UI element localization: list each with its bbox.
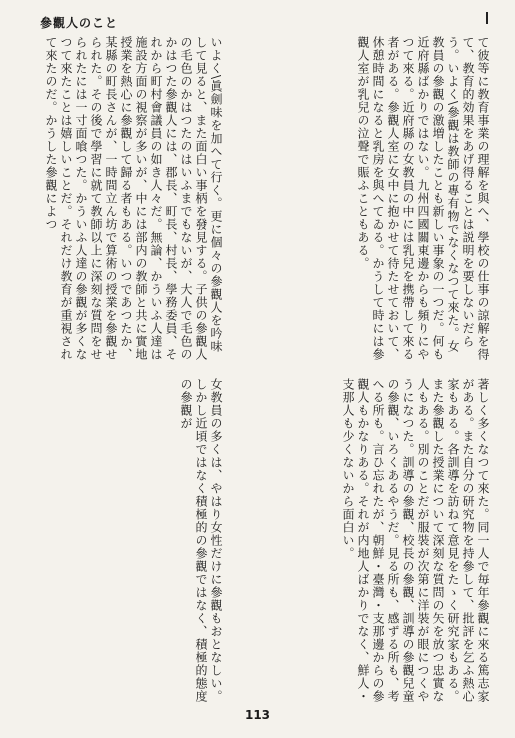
text-block-bottom-left: 女教員の多くは、やはり女性だけに參觀もおとなしい。しかし近頃ではなく積極的の參觀ではなく、積極的態度の參觀が	[179, 378, 223, 703]
running-header: 參觀人のこと	[40, 16, 119, 30]
text-block-bottom-right: 著しく多くなつて來た。同一人で毎年參觀に來る篤志家がある。また自分の研究物を持參して、批評を乞ふ熱心家もある。各訓導を訪ねて意見をたゝく研究家もある。また參觀した授業について深刻な質問の矢を放つ忠實な人もある。別のことだが服裝が次第に洋裝が眼につくやうになつた。訓導の參觀、校長の參觀、訓導の參觀兒童の參觀、いろくあるやうだ。見る所も、感ずる所も、考へる所も。言ひ忘れたが、朝鮮・臺灣・支那邊からの參觀人もかなりある。それが内地人ばかりでなく、鮮人・支那人も少くないから面白い。	[341, 378, 490, 703]
text-block-top-left: いよく\眞劍味を加へて行く。更に個々の參觀人を吟味して見ると、また面白い事柄を發見する。子供の參觀人の毛色のかはつたのはいふまでもないが、大人で毛色のかはつた參觀人には、郡長、町長、村長、學務委員、それから町村會議員の如き人々だ。無論、かういふ人達は施設方面の視察が多いが、中には部内の教師と共に實地授業を熱心に參觀して歸る者もある。いつであつたか、某縣の町長さんが、一時間立ん坊で算術の授業を參觀せられた。その後で學習に就て教師以上に深刻な質問をせられたには一寸面喰つた。かういふ人達の參觀が多くなつて來たことは嬉しいことだ。それだけ教育が重視されて來たのだ。かうした參觀によつ	[44, 36, 223, 361]
corner-mark	[486, 12, 496, 24]
text-block-top-right: て彼等に教育事業の理解を與へ、學校の仕事の諒解を得て、教育的効果をあげ得ることは説明を要しないだらう。いよく\參觀は教師の專有物でなくなつて來た。女教員の參觀の激増したことも新しい事象の一つだ。何も近府縣ばかりではない。九州四國關東邊からも頻りにやつて來る。近府縣の女教員の中には乳兒を携帶して來る者がある。參觀人室に女中に抱かせて待たせておいて、休憩時間になると乳房を與へてゐる。かうして時には參觀人室が乳兒の泣聲で賑ふこともある。	[356, 36, 490, 361]
page-number: 113	[244, 708, 271, 722]
